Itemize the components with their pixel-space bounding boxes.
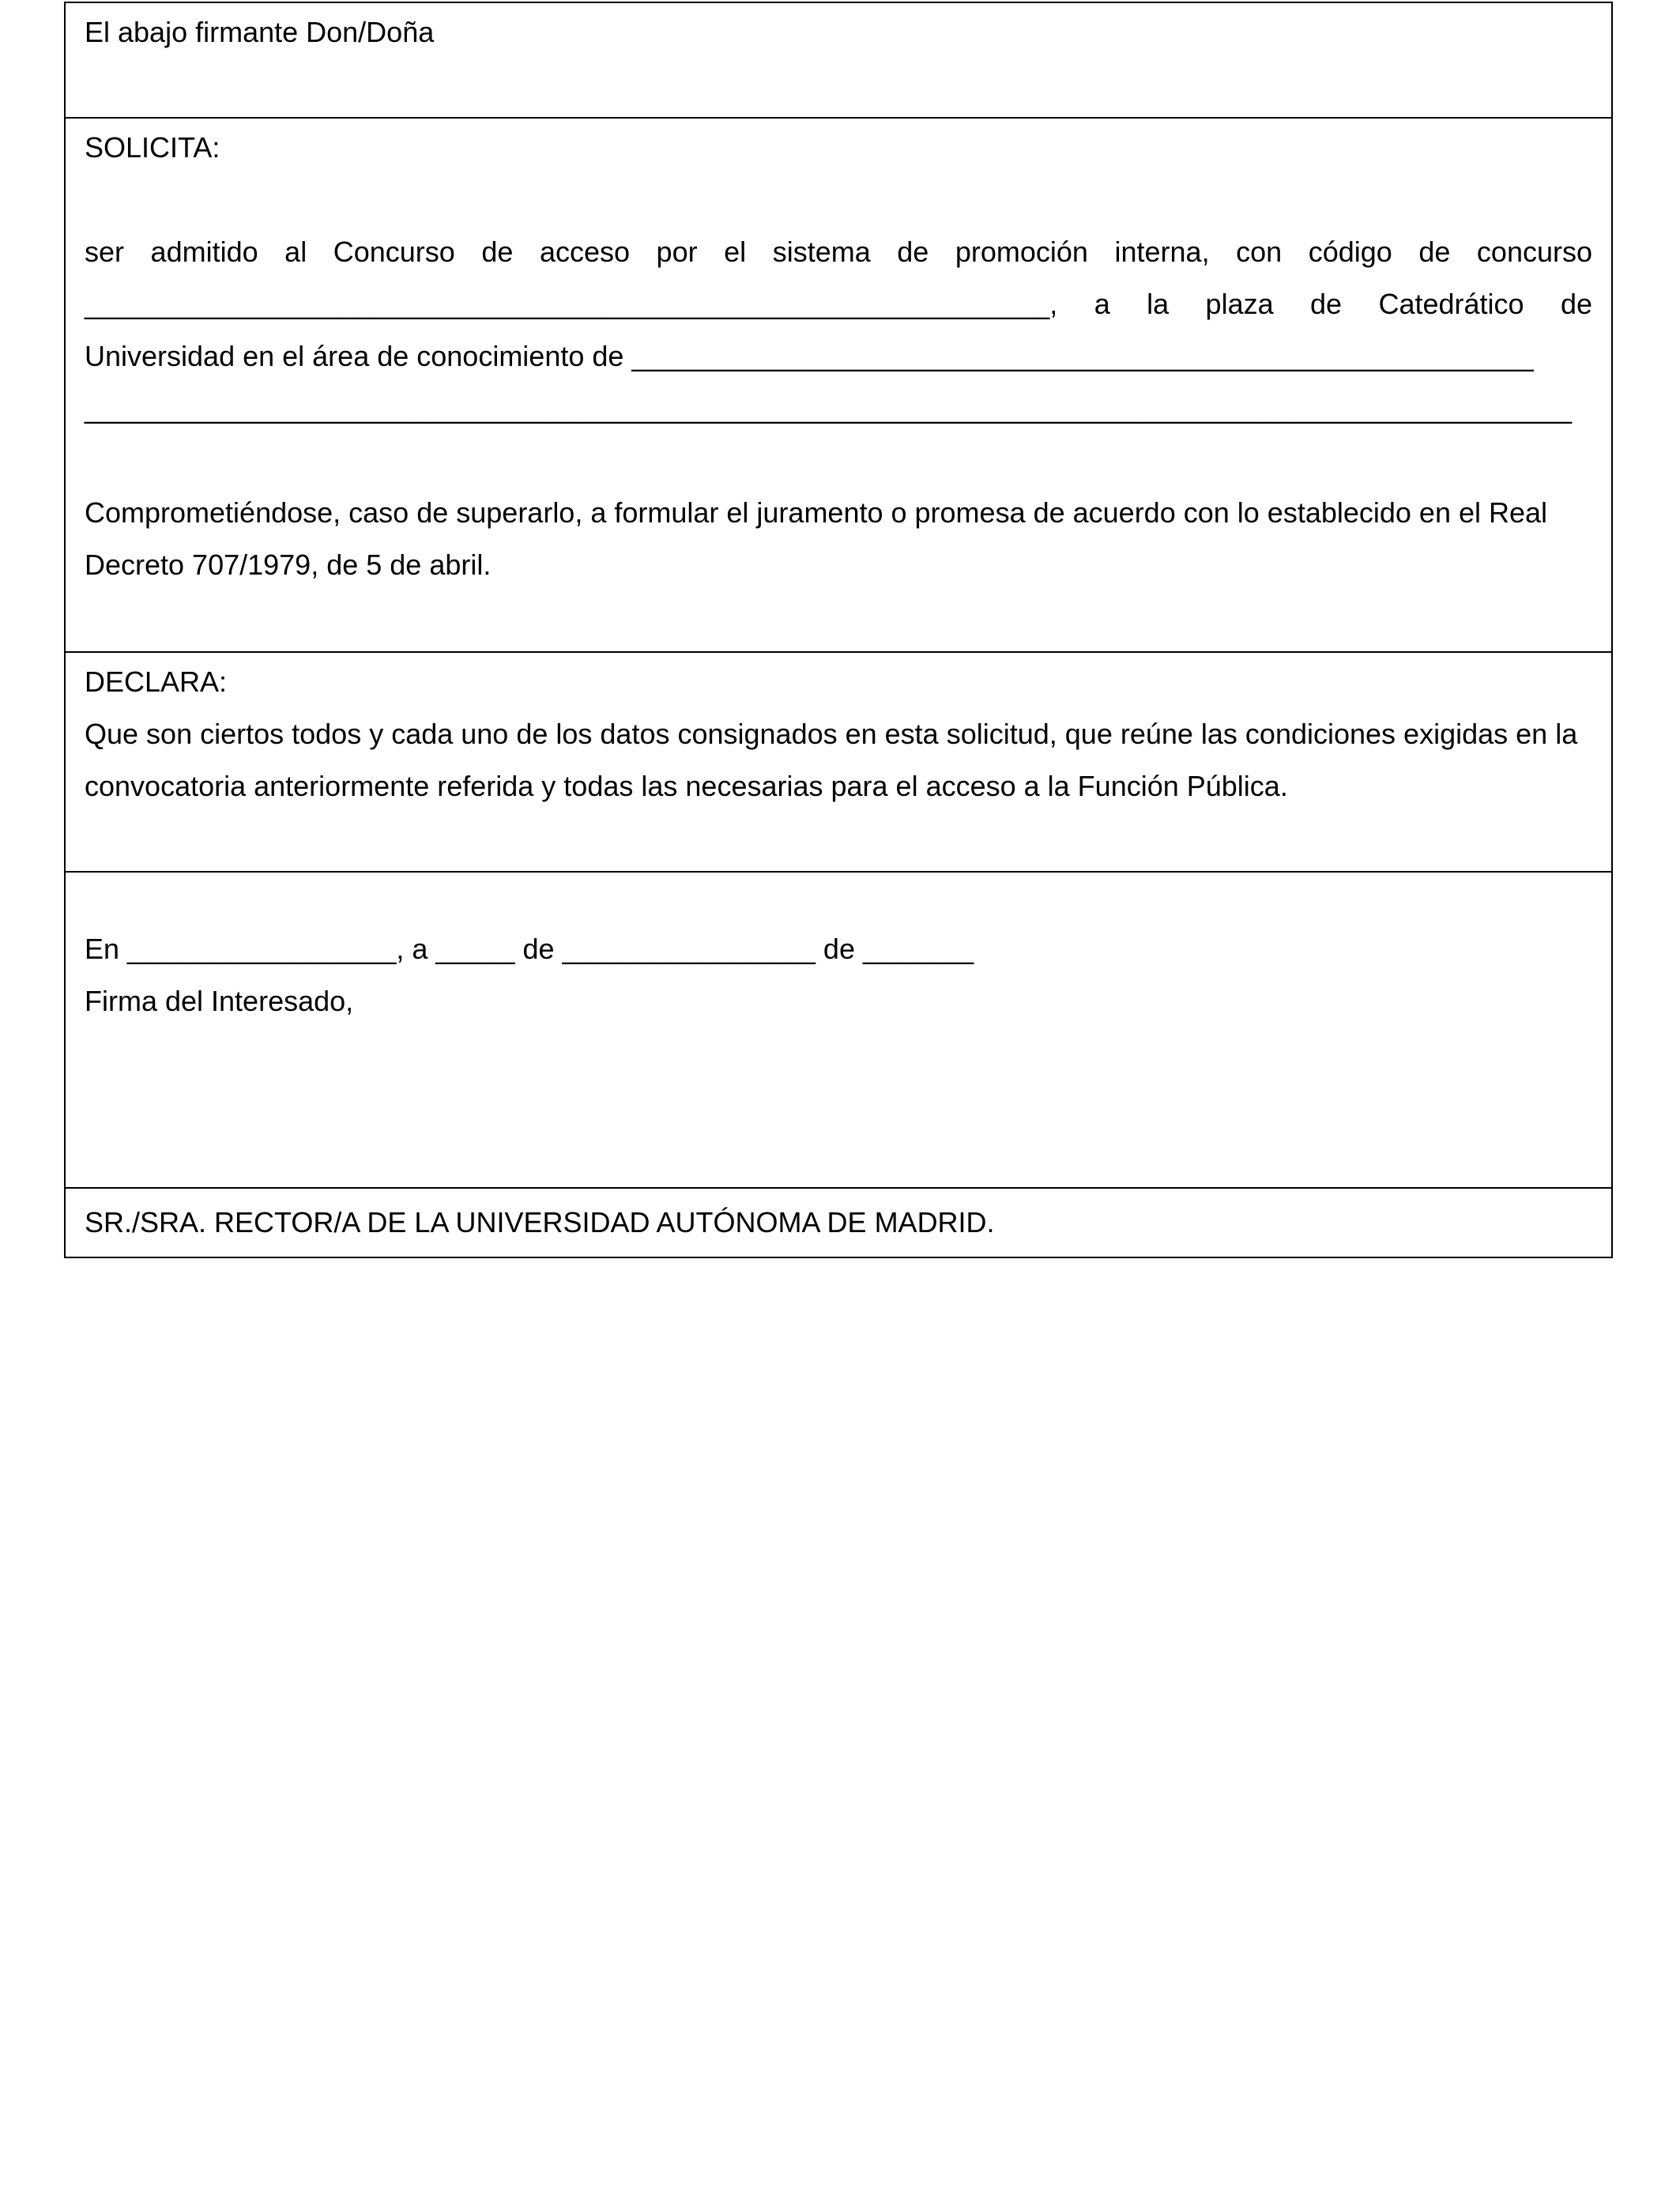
addressee-text: SR./SRA. RECTOR/A DE LA UNIVERSIDAD AUTÓNOMA DE MADRID. xyxy=(85,1206,995,1238)
signatory-label: El abajo firmante Don/Doña xyxy=(85,16,435,48)
signature-label: Firma del Interesado, xyxy=(85,985,354,1017)
application-form xyxy=(64,2,1613,1258)
solicita-line-1: ser admitido al Concurso de acceso por el sistema de promoción interna, con código de concurso xyxy=(85,236,1592,268)
addressee-section xyxy=(66,1189,1611,1257)
solicita-line-4: ______________________________________________________________________________________________ xyxy=(85,392,1573,424)
solicita-section xyxy=(66,119,1611,653)
declara-section xyxy=(66,653,1611,873)
solicita-heading: SOLICITA: xyxy=(85,131,220,164)
declara-text: Que son ciertos todos y cada uno de los datos consignados en esta solicitud, que reúne las condiciones exigidas en la convocatoria anteriormente referida y todas las necesarias para el acceso a la Función Pública. xyxy=(85,718,1578,802)
signatory-section xyxy=(66,3,1611,119)
declara-heading: DECLARA: xyxy=(85,665,228,698)
spacer xyxy=(85,435,1592,487)
solicita-line-2: _____________________________________________________________, a la plaza de Catedrático de xyxy=(85,288,1592,320)
solicita-line-3: Universidad en el área de conocimiento de _________________________________________________________ xyxy=(85,340,1534,372)
place-date-line: En _________________, a _____ de ________________ de _______ xyxy=(85,933,974,965)
spacer xyxy=(85,174,1592,226)
date-signature-section xyxy=(66,873,1611,1189)
commitment-text: Comprometiéndose, caso de superarlo, a formular el juramento o promesa de acuerdo con lo establecido en el Real Decreto 707/1979, de 5 de abril. xyxy=(85,496,1548,581)
